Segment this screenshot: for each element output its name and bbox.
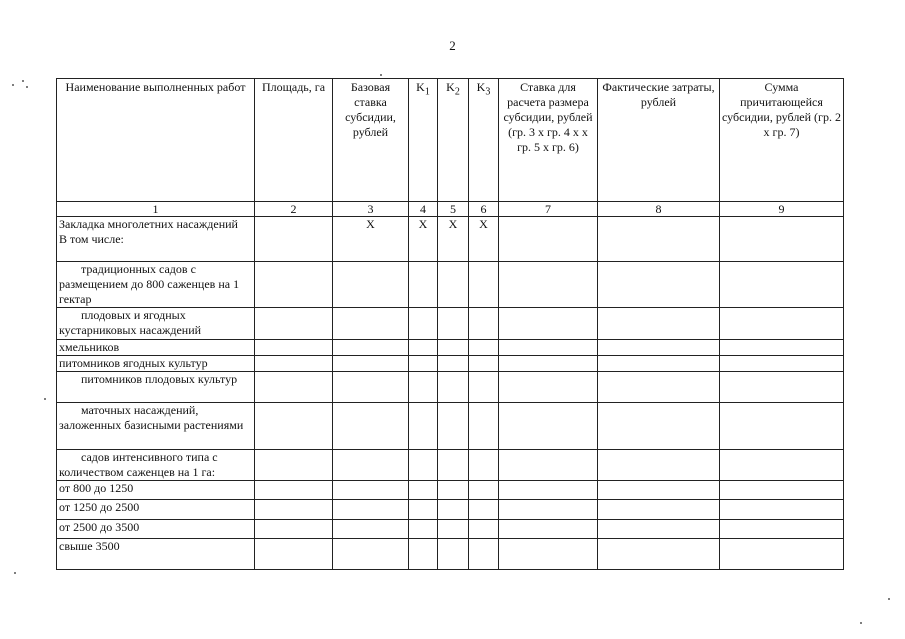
table-row [57, 481, 844, 500]
table-cell [438, 481, 469, 500]
row-name: традиционных садов с размещением до 800 саженцев на 1 гектар [57, 262, 255, 308]
table-cell [720, 520, 844, 539]
table-cell [438, 450, 469, 481]
table-cell [409, 372, 438, 403]
table-cell [255, 340, 333, 356]
table-cell [438, 500, 469, 520]
scan-speck [888, 598, 890, 600]
header-base-rate: Базовая ставка субсидии, рублей [333, 79, 409, 202]
table-cell [598, 403, 720, 450]
table-cell [469, 500, 499, 520]
table-cell [720, 403, 844, 450]
table-cell [469, 340, 499, 356]
table-cell [469, 481, 499, 500]
table-cell [499, 308, 598, 340]
table-cell [469, 372, 499, 403]
table-cell [255, 520, 333, 539]
table-cell [333, 340, 409, 356]
column-number-row [57, 202, 844, 217]
header-work-name: Наименование выполненных работ [57, 79, 255, 202]
scan-speck [26, 86, 28, 88]
table-cell [598, 340, 720, 356]
scan-speck [44, 398, 46, 400]
column-number: 6 [469, 202, 499, 217]
column-number: 3 [333, 202, 409, 217]
table-row [57, 520, 844, 539]
row-name: от 2500 до 3500 [57, 520, 255, 539]
scan-speck [14, 572, 16, 574]
table-cell [720, 372, 844, 403]
table-row [57, 539, 844, 570]
row-name: плодовых и ягодных кустарниковых насаждений [57, 308, 255, 340]
cell-area [255, 217, 333, 262]
column-number: 7 [499, 202, 598, 217]
table-cell [409, 500, 438, 520]
column-number: 5 [438, 202, 469, 217]
table-cell [598, 308, 720, 340]
table-cell [255, 539, 333, 570]
table-cell [333, 262, 409, 308]
table-cell [333, 308, 409, 340]
column-number: 4 [409, 202, 438, 217]
table-row [57, 262, 844, 308]
table-cell [499, 520, 598, 539]
table-cell [333, 539, 409, 570]
page-number: 2 [449, 38, 456, 53]
table-cell [720, 450, 844, 481]
table-cell [720, 539, 844, 570]
table-cell [255, 372, 333, 403]
column-number: 2 [255, 202, 333, 217]
cell-actual-costs [598, 217, 720, 262]
table-cell [333, 356, 409, 372]
table-row [57, 308, 844, 340]
table-cell [469, 308, 499, 340]
table-cell [255, 308, 333, 340]
row-name: хмельников [57, 340, 255, 356]
cell-base-rate: X [333, 217, 409, 262]
column-number: 9 [720, 202, 844, 217]
table-cell [255, 481, 333, 500]
table-row [57, 403, 844, 450]
table-cell [333, 500, 409, 520]
table-cell [469, 403, 499, 450]
scan-speck [860, 622, 862, 624]
table-cell [720, 481, 844, 500]
cell-k1: X [409, 217, 438, 262]
table-cell [598, 356, 720, 372]
row-name: Закладка многолетних насаждений В том числе: [57, 217, 255, 262]
row-name: садов интенсивного типа с количеством саженцев на 1 га: [57, 450, 255, 481]
cell-calc-rate [499, 217, 598, 262]
table-cell [333, 481, 409, 500]
row-name: питомников плодовых культур [57, 372, 255, 403]
row-name: от 800 до 1250 [57, 481, 255, 500]
table-row [57, 450, 844, 481]
table-cell [598, 262, 720, 308]
cell-subsidy-sum [720, 217, 844, 262]
table-cell [438, 539, 469, 570]
table-cell [255, 500, 333, 520]
table-cell [469, 520, 499, 539]
table-row [57, 217, 844, 262]
table-cell [333, 450, 409, 481]
table-cell [499, 262, 598, 308]
table-cell [720, 308, 844, 340]
table-cell [333, 520, 409, 539]
table-row [57, 340, 844, 356]
header-k3: $K_3$ [469, 79, 499, 202]
table-cell [598, 500, 720, 520]
table-cell [409, 356, 438, 372]
column-number: 1 [57, 202, 255, 217]
table-cell [720, 340, 844, 356]
header-subsidy-sum: Сумма причитающейся субсидии, рублей (гр. 2 х гр. 7) [720, 79, 844, 202]
table-cell [409, 262, 438, 308]
table-cell [438, 262, 469, 308]
row-name: маточных насаждений, заложенных базисными растениями [57, 403, 255, 450]
header-k1: $K_1$ [409, 79, 438, 202]
table-cell [720, 262, 844, 308]
table-cell [333, 403, 409, 450]
table-cell [598, 520, 720, 539]
table-row [57, 500, 844, 520]
table-cell [469, 262, 499, 308]
table-cell [469, 539, 499, 570]
table-cell [409, 308, 438, 340]
scan-speck [12, 84, 14, 86]
table-row [57, 372, 844, 403]
header-k2: $K_2$ [438, 79, 469, 202]
table-cell [409, 481, 438, 500]
table-cell [499, 481, 598, 500]
table-cell [598, 481, 720, 500]
table-cell [499, 500, 598, 520]
table-cell [598, 372, 720, 403]
table-cell [438, 403, 469, 450]
table-cell [469, 450, 499, 481]
row-name: питомников ягодных культур [57, 356, 255, 372]
table-cell [409, 450, 438, 481]
table-cell [469, 356, 499, 372]
header-area: Площадь, га [255, 79, 333, 202]
table-cell [409, 403, 438, 450]
table-cell [720, 356, 844, 372]
row-name: от 1250 до 2500 [57, 500, 255, 520]
row-name: свыше 3500 [57, 539, 255, 570]
table-cell [438, 520, 469, 539]
table-cell [409, 520, 438, 539]
scan-speck [380, 74, 382, 76]
header-actual-costs: Фактические затраты, рублей [598, 79, 720, 202]
table-cell [438, 372, 469, 403]
column-number: 8 [598, 202, 720, 217]
table-cell [720, 500, 844, 520]
table-cell [499, 539, 598, 570]
table-cell [499, 340, 598, 356]
table-cell [438, 340, 469, 356]
table-cell [598, 539, 720, 570]
table-cell [438, 308, 469, 340]
table-cell [409, 340, 438, 356]
table-cell [499, 403, 598, 450]
header-row [57, 79, 844, 202]
table-cell [255, 262, 333, 308]
scan-speck [22, 80, 24, 82]
header-calc-rate: Ставка для расчета размера субсидии, рублей (гр. 3 х гр. 4 х х гр. 5 х гр. 6) [499, 79, 598, 202]
cell-k3: X [469, 217, 499, 262]
table-cell [499, 356, 598, 372]
table-cell [333, 372, 409, 403]
table-cell [255, 356, 333, 372]
table-cell [255, 403, 333, 450]
table-cell [499, 372, 598, 403]
table-cell [255, 450, 333, 481]
subsidy-table [56, 78, 844, 570]
table-cell [409, 539, 438, 570]
table-cell [499, 450, 598, 481]
cell-k2: X [438, 217, 469, 262]
table-cell [438, 356, 469, 372]
table-cell [598, 450, 720, 481]
table-row [57, 356, 844, 372]
